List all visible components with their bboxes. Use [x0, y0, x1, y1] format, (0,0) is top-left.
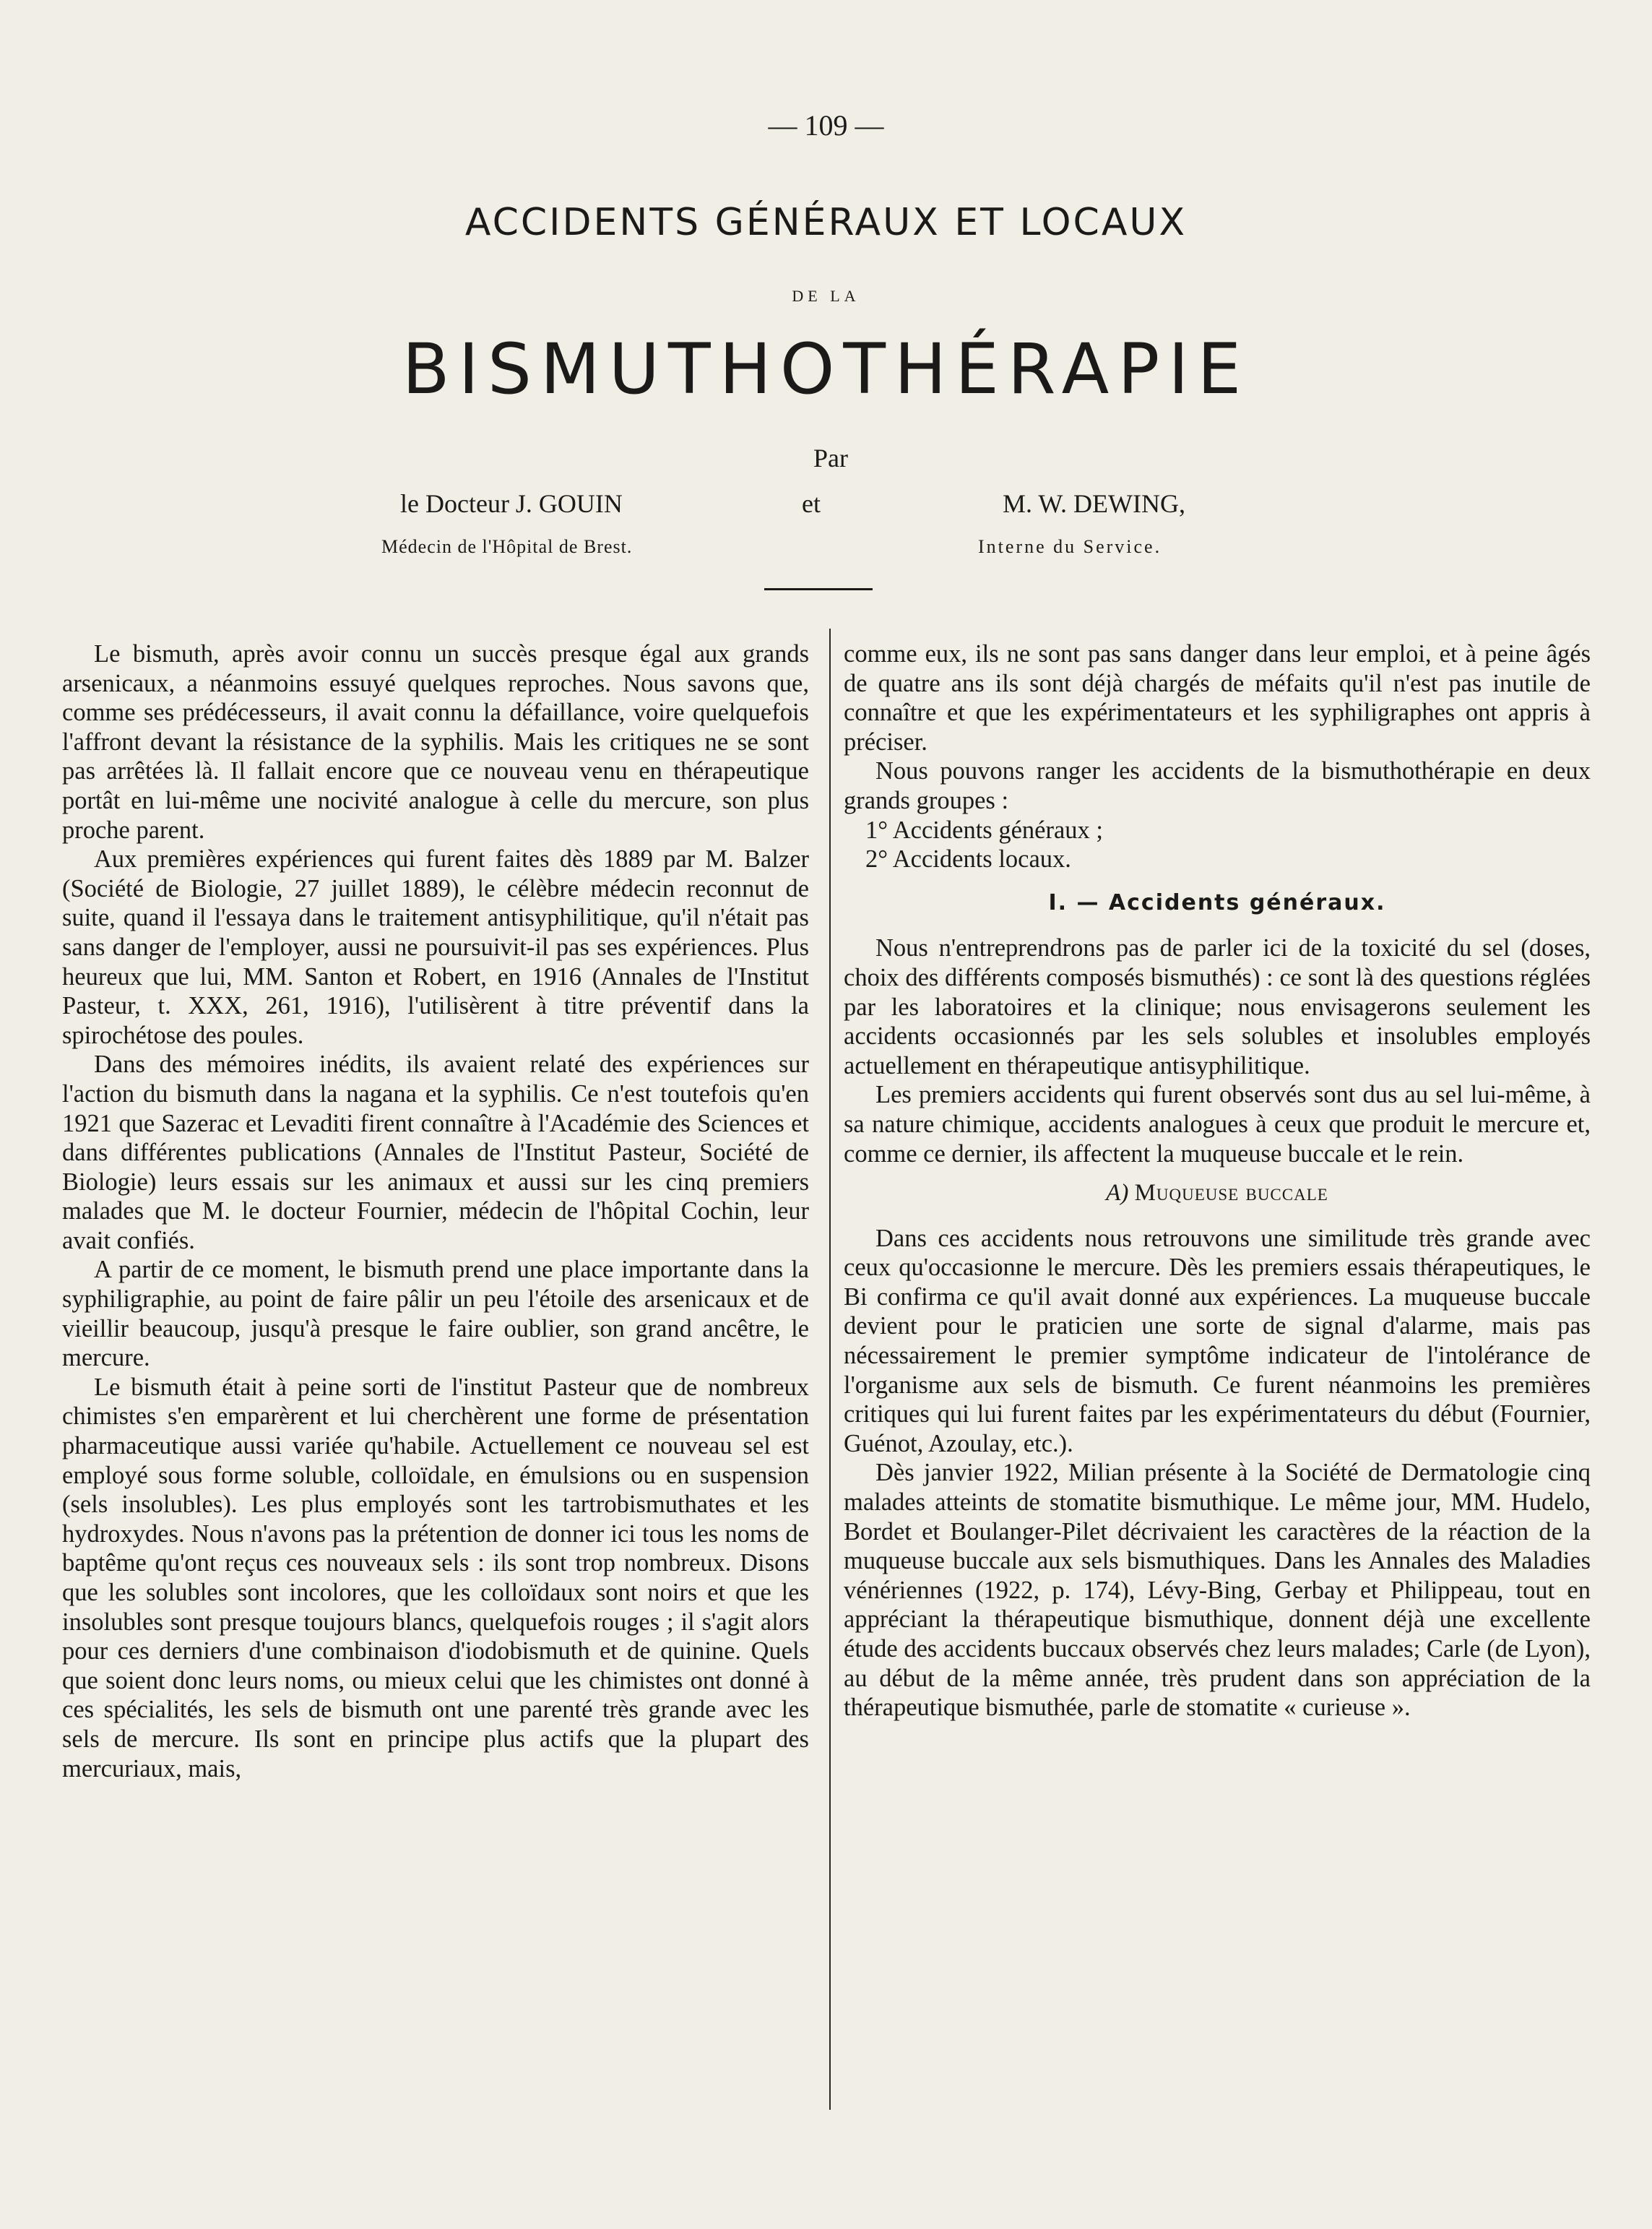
- list-item: 2° Accidents locaux.: [865, 845, 1071, 874]
- article-title-main: BISMUTHOTHÉRAPIE: [402, 329, 1250, 410]
- section-heading: I. — Accidents généraux.: [1048, 889, 1386, 915]
- paragraph: Dans ces accidents nous retrouvons une similitude très grande avec ceux qu'occasionne le mercure. Dès les premiers essais thérapeutiques, le Bi confirma ce qu'il avait donné aux expériences. La muqueuse buccale devient pour le praticien une sorte de signal d'alarme, mais pas nécessairement le premier symptôme indicateur de l'intolérance de l'organisme aux sels de bismuth. Ce furent néanmoins les premières critiques qui lui furent faites par les expérimentateurs du début (Fournier, Guénot, Azoulay, etc.).: [844, 1224, 1591, 1457]
- list-item: 1° Accidents généraux ;: [865, 816, 1103, 844]
- article-title-line1: ACCIDENTS GÉNÉRAUX ET LOCAUX: [464, 201, 1188, 244]
- article-title-connector: DE LA: [792, 287, 860, 305]
- paragraph: A partir de ce moment, le bismuth prend une place importante dans la syphiligraphie, au point de faire pâlir un peu l'étoile des arsenicaux et de vieillir beaucoup, jusqu'à presque le faire oublier, son grand ancêtre, le mercure.: [62, 1256, 809, 1372]
- affiliation-right: Interne du Service.: [978, 536, 1162, 557]
- author-right: M. W. DEWING,: [1003, 489, 1185, 518]
- byline-par: Par: [813, 444, 848, 473]
- left-column: [62, 639, 809, 1783]
- paragraph: comme eux, ils ne sont pas sans danger dans leur emploi, et à peine âgés de quatre ans ils sont déjà chargés de méfaits qu'il n'est pas inutile de connaître et que les expérimentateurs et les syphiligraphes ont appris à préciser.: [844, 640, 1591, 756]
- paragraph: Nous pouvons ranger les accidents de la bismuthothérapie en deux grands groupes :: [844, 757, 1591, 814]
- paragraph: Le bismuth, après avoir connu un succès presque égal aux grands arsenicaux, a néanmoins essuyé quelques reproches. Nous savons que, comme ses prédécesseurs, il avait connu la défaillance, voire quelquefois l'affront devant la résistance de la syphilis. Mais les critiques ne se sont pas arrêtées là. Il fallait encore que ce nouveau venu en thérapeutique portât en lui-même une nocivité analogue à celle du mercure, son plus proche parent.: [62, 640, 809, 844]
- paragraph: Dans des mémoires inédits, ils avaient relaté des expériences sur l'action du bismuth dans la nagana et la syphilis. Ce n'est toutefois qu'en 1921 que Sazerac et Levaditi firent connaître à l'Académie des Sciences et dans différentes publications (Annales de l'Institut Pasteur, Société de Biologie) leurs essais sur les animaux et aussi sur les cinq premiers malades que M. le docteur Fournier, médecin de l'hôpital Cochin, leur avait confiés.: [62, 1051, 809, 1254]
- paragraph: Les premiers accidents qui furent observés sont dus au sel lui-même, à sa nature chimique, accidents analogues à ceux que produit le mercure et, comme ce dernier, ils affectent la muqueuse buccale et le rein.: [844, 1081, 1591, 1168]
- paragraph: Nous n'entreprendrons pas de parler ici de la toxicité du sel (doses, choix des différents composés bismuthés) : ce sont là des questions réglées par les laboratoires et la clinique; nous envisagerons seulement les accidents occasionnés par les sels solubles et insolubles employés actuellement en thérapeutique antisyphilitique.: [844, 934, 1591, 1079]
- page-number: — 109 —: [768, 109, 884, 142]
- author-left: le Docteur J. GOUIN: [400, 489, 623, 518]
- paragraph: Le bismuth était à peine sorti de l'institut Pasteur que de nombreux chimistes s'en emparèrent et lui cherchèrent une forme de présentation pharmaceutique aussi variée qu'habile. Actuellement ce nouveau sel est employé sous forme soluble, colloïdale, en émulsions ou en suspension (sels insolubles). Les plus employés sont les tartrobismuthates et les hydroxydes. Nous n'avons pas la prétention de donner ici tous les noms de baptême qu'ont reçus ces nouveaux sels : ils sont trop nombreux. Disons que les solubles sont incolores, que les colloïdaux sont noirs et que les insolubles sont presque toujours blancs, quelquefois rouges ; il s'agit alors pour ces derniers d'une combinaison d'iodobismuth et de quinine. Quels que soient donc leurs noms, ou mieux celui que les chimistes ont donné à ces spécialités, les sels de bismuth ont une parenté très grande avec les sels de mercure. Ils sont en principe plus actifs que la plupart des mercuriaux, mais,: [62, 1373, 809, 1782]
- subsection-letter: A): [1106, 1180, 1129, 1207]
- paragraph: Aux premières expériences qui furent faites dès 1889 par M. Balzer (Société de Biologie, 27 juillet 1889), le célèbre médecin reconnut de suite, quand il l'essaya dans le traitement antisyphilitique, qu'il n'était pas sans danger de l'employer, aussi ne poursuivit-il pas ses expériences. Plus heureux que lui, MM. Santon et Robert, en 1916 (Annales de l'Institut Pasteur, t. XXX, 261, 1916), l'utilisèrent à titre préventif dans la spirochétose des poules.: [62, 845, 809, 1049]
- subsection-title: Muqueuse buccale: [1134, 1180, 1328, 1207]
- column-divider: [829, 629, 831, 2110]
- paragraph: Dès janvier 1922, Milian présente à la Société de Dermatologie cinq malades atteints de stomatite bismuthique. Le même jour, MM. Hudelo, Bordet et Boulanger-Pilet décrivaient les caractères de la réaction de la muqueuse buccale aux sels bismuthiques. Dans les Annales des Maladies vénériennes (1922, p. 174), Lévy-Bing, Gerbay et Philippeau, tout en appréciant la thérapeutique bismuthique, donnent déjà une excellente étude des accidents buccaux observés chez leurs malades; Carle (de Lyon), au début de la même année, très prudent dans son appréciation de la thérapeutique bismuthée, parle de stomatite « curieuse ».: [844, 1459, 1591, 1722]
- right-column: [844, 639, 1591, 1723]
- subsection-heading: [844, 1178, 1591, 1208]
- author-conjunction: et: [802, 489, 821, 518]
- header-divider-rule: [764, 588, 873, 590]
- affiliation-left: Médecin de l'Hôpital de Brest.: [381, 536, 633, 557]
